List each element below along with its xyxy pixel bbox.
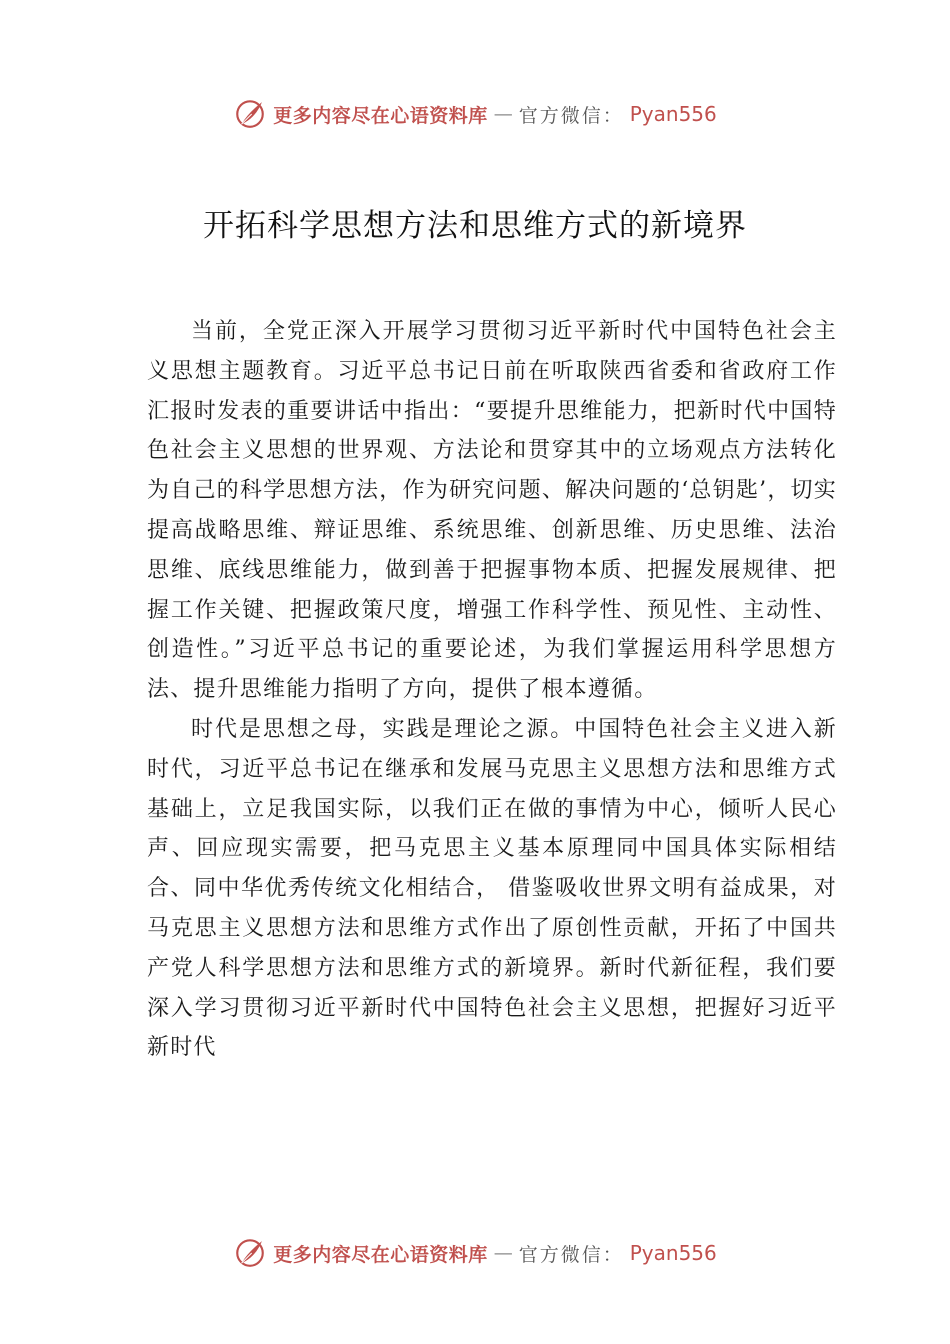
paragraph: 时代是思想之母，实践是理论之源。中国特色社会主义进入新时代，习近平总书记在继承和发展马克思主义思想方法和思维方式基础上，立足我国实际，以我们正在做的事情为中心，倾听人民心声、回应现实需要，把马克思主义基本原理同中国具体实际相结合、同中华优秀传统文化相结合， 借鉴吸收世界文明有益成果，对马克思主义思想方法和思维方式作出了原创性贡献，开拓了中国共产党人科学思想方法和思维方式的新境界。新时代新征程，我们要深入学习贯彻习近平新时代中国特色社会主义思想，把握好习近平新时代 xyxy=(147,716,837,1061)
banner-text: 更多内容尽在心语资料库 xyxy=(273,1243,488,1266)
banner-separator: — xyxy=(493,1242,513,1264)
banner-wechat-label: 官方微信： xyxy=(518,1243,624,1266)
banner-wechat-label: 官方微信： xyxy=(518,104,624,127)
document-body xyxy=(147,312,837,1068)
header-watermark-banner xyxy=(0,94,950,134)
quill-logo-icon xyxy=(233,1236,267,1270)
banner-text: 更多内容尽在心语资料库 xyxy=(273,104,488,127)
banner-wechat-id: Pyan556 xyxy=(629,1241,717,1265)
document-title: 开拓科学思想方法和思维方式的新境界 xyxy=(203,208,747,244)
paragraph: 当前，全党正深入开展学习贯彻习近平新时代中国特色社会主义思想主题教育。习近平总书记日前在听取陕西省委和省政府工作汇报时发表的重要讲话中指出：“要提升思维能力，把新时代中国特色社会主义思想的世界观、方法论和贯穿其中的立场观点方法转化为自己的科学思想方法，作为研究问题、解决问题的‘总钥匙’，切实提高战略思维、辩证思维、系统思维、创新思维、历史思维、法治思维、底线思维能力，做到善于把握事物本质、把握发展规律、把握工作关键、把握政策尺度，增强工作科学性、预见性、主动性、 创造性。”习近平总书记的重要论述，为我们掌握运用科学思想方法、提升思维能力指明了方向，提供了根本遵循。 xyxy=(147,319,837,703)
footer-watermark-banner xyxy=(0,1233,950,1273)
banner-wechat-id: Pyan556 xyxy=(629,102,717,126)
quill-logo-icon xyxy=(233,97,267,131)
banner-separator: — xyxy=(493,103,513,125)
